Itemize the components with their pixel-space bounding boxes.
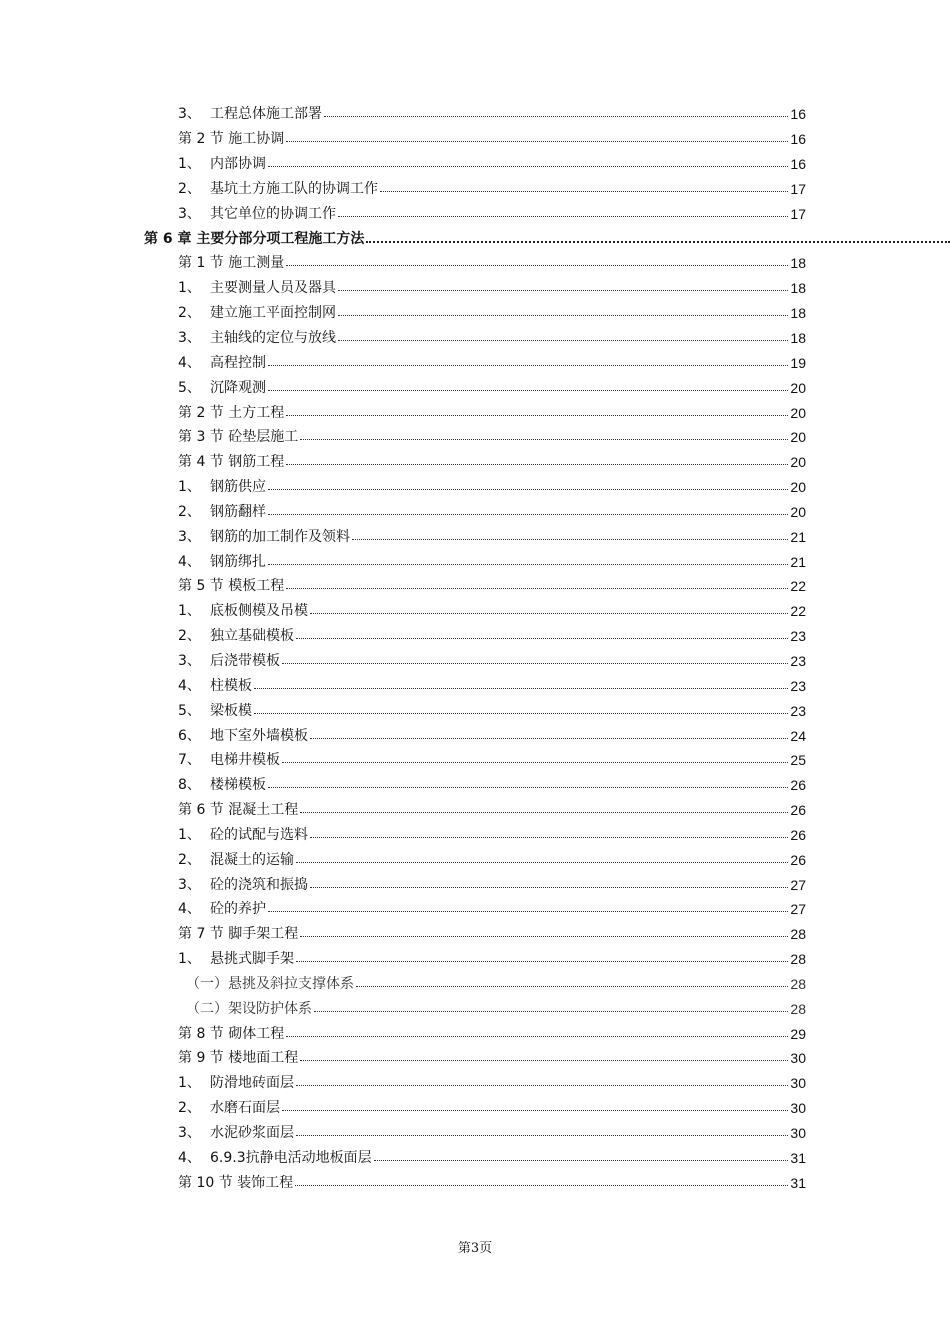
- toc-entry[interactable]: [0, 425, 806, 450]
- toc-entry-marker: 4、: [178, 1149, 201, 1166]
- toc-entry-label: [178, 132, 286, 146]
- toc-entry-marker: 2、: [178, 305, 201, 322]
- toc-page-number: 18: [790, 330, 806, 347]
- toc-entry-marker: 5、: [178, 379, 201, 396]
- toc-page-number: 17: [790, 180, 806, 197]
- toc-page-number: 26: [790, 851, 806, 868]
- toc-entry[interactable]: [0, 798, 806, 823]
- toc-dot-leader: [254, 688, 788, 689]
- toc-entry-marker: 4、: [178, 677, 201, 694]
- toc-entry[interactable]: [0, 400, 806, 425]
- toc-dot-leader: [268, 166, 788, 167]
- toc-page-number: 18: [790, 280, 806, 297]
- toc-entry-title: 第 6 节 混凝土工程: [178, 802, 299, 819]
- toc-entry-label: [178, 1027, 286, 1041]
- toc-dot-leader: [338, 315, 788, 316]
- toc-entry-title: （二）架设防护体系: [186, 1000, 312, 1017]
- toc-entry[interactable]: [0, 847, 806, 872]
- toc-dot-leader: [296, 1085, 788, 1086]
- toc-entry-title: 独立基础模板: [210, 628, 294, 645]
- toc-entry-title: 后浇带模板: [210, 652, 280, 669]
- toc-entry[interactable]: [0, 276, 806, 301]
- toc-entry-title: 第 7 节 脚手架工程: [178, 926, 299, 943]
- toc-dot-leader: [268, 514, 788, 515]
- toc-entry-label: [178, 629, 296, 643]
- toc-entry-title: 工程总体施工部署: [210, 106, 322, 123]
- toc-entry-marker: 3、: [178, 330, 201, 347]
- toc-page-number: 27: [790, 901, 806, 918]
- toc-entry[interactable]: [0, 500, 806, 525]
- toc-entry[interactable]: [0, 897, 806, 922]
- toc-entry-label: [178, 455, 286, 469]
- toc-dot-leader: [268, 365, 788, 366]
- toc-dot-leader: [282, 762, 788, 763]
- toc-entry[interactable]: [0, 723, 806, 748]
- toc-entry-title: 第 9 节 楼地面工程: [178, 1050, 299, 1067]
- toc-entry-title: 6.9.3抗静电活动地板面层: [210, 1149, 372, 1166]
- toc-page-number: 28: [790, 1000, 806, 1017]
- toc-page-number: 19: [790, 354, 806, 371]
- toc-page-number: 18: [790, 305, 806, 322]
- toc-entry-marker: 6、: [178, 727, 201, 744]
- toc-entry[interactable]: [0, 947, 806, 972]
- toc-dot-leader: [338, 340, 788, 341]
- toc-dot-leader: [286, 415, 788, 416]
- toc-entry-title: 第 2 节 土方工程: [178, 404, 285, 421]
- toc-entry-label: [178, 604, 310, 618]
- toc-entry-label: [178, 530, 352, 544]
- toc-dot-leader: [324, 116, 788, 117]
- toc-page-number: 22: [790, 603, 806, 620]
- toc-page-number: 21: [790, 553, 806, 570]
- toc-entry[interactable]: [0, 1021, 806, 1046]
- toc-entry-marker: 4、: [178, 354, 201, 371]
- toc-entry-label: [178, 1151, 374, 1165]
- toc-page-number: 30: [790, 1075, 806, 1092]
- toc-entry[interactable]: [0, 599, 806, 624]
- toc-entry[interactable]: [0, 922, 806, 947]
- toc-entry-label: [178, 729, 310, 743]
- toc-entry-title: （一）悬挑及斜拉支撑体系: [186, 975, 354, 992]
- toc-entry-label: [186, 977, 356, 991]
- toc-page-number: 23: [790, 628, 806, 645]
- toc-entry[interactable]: [0, 624, 806, 649]
- toc-entry-marker: 1、: [178, 603, 201, 620]
- toc-dot-leader: [300, 936, 788, 937]
- toc-entry-marker: 7、: [178, 752, 201, 769]
- toc-entry[interactable]: [0, 201, 806, 226]
- toc-dot-leader: [314, 1011, 788, 1012]
- toc-entry-label: [178, 704, 254, 718]
- toc-page-number: 31: [790, 1149, 806, 1166]
- toc-page-number: 16: [790, 106, 806, 123]
- toc-entry-marker: 2、: [178, 628, 201, 645]
- toc-entry-label: [178, 1101, 282, 1115]
- toc-entry-title: 其它单位的协调工作: [210, 205, 336, 222]
- toc-entry-label: [178, 579, 286, 593]
- toc-entry-marker: 3、: [178, 876, 201, 893]
- toc-entry[interactable]: [0, 524, 806, 549]
- toc-page-number: 20: [790, 479, 806, 496]
- toc-entry-title: 第 8 节 砌体工程: [178, 1025, 285, 1042]
- toc-entry-title: 第 6 章 主要分部分项工程施工方法: [144, 230, 365, 247]
- toc-dot-leader: [338, 290, 788, 291]
- toc-dot-leader: [310, 738, 788, 739]
- toc-entry[interactable]: [0, 748, 806, 773]
- toc-dot-leader: [374, 1160, 789, 1161]
- toc-entry-title: 楼梯模板: [210, 777, 266, 794]
- toc-page-number: 20: [790, 503, 806, 520]
- toc-dot-leader: [300, 439, 788, 440]
- toc-entry-title: 主要测量人员及器具: [210, 280, 336, 297]
- toc-page-number: 30: [790, 1050, 806, 1067]
- toc-dot-leader: [286, 141, 788, 142]
- toc-entry-title: 钢筋供应: [210, 479, 266, 496]
- toc-entry-label: [178, 753, 282, 767]
- toc-entry-marker: 1、: [178, 826, 201, 843]
- toc-entry[interactable]: [0, 549, 806, 574]
- toc-entry[interactable]: [0, 301, 806, 326]
- toc-entry-title: 砼的浇筑和振捣: [210, 876, 308, 893]
- toc-entry-marker: 1、: [178, 479, 201, 496]
- toc-entry-label: [178, 1051, 300, 1065]
- toc-entry[interactable]: [0, 972, 806, 997]
- toc-entry-title: 基坑土方施工队的协调工作: [210, 180, 378, 197]
- toc-entry-title: 水泥砂浆面层: [210, 1125, 294, 1142]
- toc-entry[interactable]: [0, 251, 806, 276]
- toc-dot-leader: [286, 588, 788, 589]
- toc-entry-label: [178, 480, 268, 494]
- toc-entry-label: [178, 902, 268, 916]
- toc-dot-leader: [254, 713, 788, 714]
- toc-entry-label: [178, 430, 300, 444]
- toc-entry-label: [178, 1076, 296, 1090]
- toc-entry-marker: 2、: [178, 1100, 201, 1117]
- toc-entry-label: [178, 505, 268, 519]
- toc-dot-leader: [356, 986, 788, 987]
- toc-entry-label: [178, 256, 286, 270]
- toc-entry[interactable]: [0, 326, 806, 351]
- toc-dot-leader: [286, 1036, 788, 1037]
- toc-entry[interactable]: [0, 450, 806, 475]
- toc-entry-label: [178, 952, 296, 966]
- toc-entry-label: [178, 878, 310, 892]
- toc-page-number: 24: [790, 727, 806, 744]
- toc-page-number: 20: [790, 429, 806, 446]
- toc-entry-title: 底板侧模及吊模: [210, 603, 308, 620]
- toc-page-number: 28: [790, 951, 806, 968]
- toc-entry-label: [178, 207, 338, 221]
- toc-dot-leader: [310, 887, 788, 888]
- toc-dot-leader: [352, 539, 788, 540]
- toc-page-number: 30: [790, 1100, 806, 1117]
- toc-page-number: 28: [790, 926, 806, 943]
- toc-page-number: 18: [790, 255, 806, 272]
- toc-dot-leader: [295, 1185, 788, 1186]
- toc-entry-label: [178, 679, 254, 693]
- toc-entry-marker: 1、: [178, 280, 201, 297]
- toc-entry[interactable]: [0, 1121, 806, 1146]
- toc-entry-label: [178, 306, 338, 320]
- toc-entry[interactable]: [0, 177, 806, 202]
- toc-entry-title: 第 4 节 钢筋工程: [178, 454, 285, 471]
- toc-entry-marker: 3、: [178, 106, 201, 123]
- toc-page-number: 25: [790, 752, 806, 769]
- toc-dot-leader: [296, 862, 788, 863]
- toc-entry-title: 悬挑式脚手架: [210, 951, 294, 968]
- toc-page-number: 23: [790, 702, 806, 719]
- toc-entry-title: 电梯井模板: [210, 752, 280, 769]
- toc-entry-title: 建立施工平面控制网: [210, 305, 336, 322]
- toc-entry-label: [178, 778, 268, 792]
- toc-entry-label: [178, 853, 296, 867]
- toc-entry-label: [178, 1126, 296, 1140]
- toc-dot-leader: [300, 1060, 788, 1061]
- toc-entry-title: 地下室外墙模板: [210, 727, 308, 744]
- toc-entry-marker: 1、: [178, 951, 201, 968]
- toc-entry-marker: 2、: [178, 180, 201, 197]
- toc-entry-title: 水磨石面层: [210, 1100, 280, 1117]
- toc-page-number: 26: [790, 826, 806, 843]
- toc-entry[interactable]: [0, 475, 806, 500]
- toc-page-number: 27: [790, 876, 806, 893]
- toc-entry-title: 高程控制: [210, 354, 266, 371]
- toc-entry[interactable]: [0, 1071, 806, 1096]
- toc-entry-marker: 1、: [178, 1075, 201, 1092]
- toc-dot-leader: [310, 613, 788, 614]
- toc-entry-label: [178, 281, 338, 295]
- toc-dot-leader: [300, 812, 788, 813]
- toc-entry[interactable]: [0, 226, 950, 251]
- toc-entry[interactable]: [0, 375, 806, 400]
- toc-entry-title: 砼的试配与选料: [210, 826, 308, 843]
- toc-entry-label: [178, 803, 300, 817]
- toc-page-number: 23: [790, 652, 806, 669]
- toc-entry-label: [178, 157, 268, 171]
- toc-entry[interactable]: [0, 649, 806, 674]
- toc-entry-title: 沉降观测: [210, 379, 266, 396]
- toc-dot-leader: [268, 489, 788, 490]
- toc-page-number: 26: [790, 802, 806, 819]
- toc-entry[interactable]: [0, 350, 806, 375]
- toc-dot-leader: [296, 961, 788, 962]
- toc-entry-marker: 2、: [178, 503, 201, 520]
- toc-dot-leader: [366, 241, 950, 243]
- toc-entry-title: 第 3 节 砼垫层施工: [178, 429, 299, 446]
- toc-page-number: 30: [790, 1125, 806, 1142]
- toc-dot-leader: [282, 663, 788, 664]
- toc-dot-leader: [268, 390, 788, 391]
- toc-entry-label: [178, 331, 338, 345]
- toc-entry-label: [178, 1176, 295, 1190]
- toc-entry-title: 第 1 节 施工测量: [178, 255, 285, 272]
- toc-dot-leader: [296, 1135, 788, 1136]
- toc-entry-marker: 5、: [178, 702, 201, 719]
- toc-entry-title: 钢筋翻样: [210, 503, 266, 520]
- toc-entry[interactable]: [0, 1096, 806, 1121]
- toc-dot-leader: [282, 1110, 788, 1111]
- toc-entry-label: [178, 182, 380, 196]
- toc-entry[interactable]: [0, 127, 806, 152]
- toc-entry-title: 防滑地砖面层: [210, 1075, 294, 1092]
- page-footer: [0, 1237, 950, 1256]
- toc-entry-title: 第 2 节 施工协调: [178, 131, 285, 148]
- toc-dot-leader: [380, 191, 788, 192]
- toc-entry[interactable]: [0, 152, 806, 177]
- toc-entry-title: 第 5 节 模板工程: [178, 578, 285, 595]
- toc-entry-label: [178, 828, 310, 842]
- toc-dot-leader: [286, 265, 788, 266]
- toc-entry-title: 混凝土的运输: [210, 851, 294, 868]
- toc-entry[interactable]: [0, 773, 806, 798]
- toc-entry-title: 钢筋的加工制作及领料: [210, 528, 350, 545]
- toc-page-number: 20: [790, 404, 806, 421]
- toc-entry-marker: 3、: [178, 205, 201, 222]
- toc-dot-leader: [338, 216, 788, 217]
- toc-entry-label: [144, 232, 366, 246]
- toc-entry[interactable]: [0, 102, 806, 127]
- toc-entry-title: 内部协调: [210, 156, 266, 173]
- toc-page-number: 31: [790, 1174, 806, 1191]
- toc-page-number: 28: [790, 975, 806, 992]
- toc-dot-leader: [296, 638, 788, 639]
- toc-entry-marker: 4、: [178, 901, 201, 918]
- toc-entry-marker: 3、: [178, 652, 201, 669]
- toc-entry-title: 钢筋绑扎: [210, 553, 266, 570]
- toc-entry-marker: 8、: [178, 777, 201, 794]
- toc-page-number: 20: [790, 454, 806, 471]
- toc-dot-leader: [268, 787, 788, 788]
- toc-entry-label: [178, 107, 324, 121]
- toc-entry[interactable]: [0, 1170, 806, 1195]
- toc-page-number: 23: [790, 677, 806, 694]
- toc-page-number: 26: [790, 777, 806, 794]
- toc-entry[interactable]: [0, 1046, 806, 1071]
- toc-entry[interactable]: [0, 574, 806, 599]
- toc-entry-marker: 4、: [178, 553, 201, 570]
- toc-page-number: 20: [790, 379, 806, 396]
- toc-entry[interactable]: [0, 822, 806, 847]
- toc-entry-title: 砼的养护: [210, 901, 266, 918]
- toc-page-number: 16: [790, 156, 806, 173]
- toc-entry-title: 主轴线的定位与放线: [210, 330, 336, 347]
- toc-dot-leader: [268, 564, 788, 565]
- page-number: 第3页: [457, 1241, 493, 1256]
- toc-entry-label: [178, 654, 282, 668]
- toc-entry-label: [178, 381, 268, 395]
- toc-entry-title: 第 10 节 装饰工程: [178, 1174, 294, 1191]
- toc-dot-leader: [286, 464, 788, 465]
- toc-entry-label: [178, 356, 268, 370]
- toc-entry-marker: 3、: [178, 528, 201, 545]
- toc-entry[interactable]: [0, 996, 806, 1021]
- toc-dot-leader: [310, 837, 788, 838]
- toc-entry-marker: 3、: [178, 1125, 201, 1142]
- toc-page-number: 21: [790, 528, 806, 545]
- toc-entry-title: 柱模板: [210, 677, 252, 694]
- toc-entry-marker: 1、: [178, 156, 201, 173]
- toc-entry-marker: 2、: [178, 851, 201, 868]
- toc-dot-leader: [268, 911, 788, 912]
- toc-entry[interactable]: [0, 698, 806, 723]
- toc-entry[interactable]: [0, 673, 806, 698]
- toc-entry-label: [178, 406, 286, 420]
- toc-entry-title: 梁板模: [210, 702, 252, 719]
- toc-entry-label: [186, 1002, 314, 1016]
- toc-entry-label: [178, 555, 268, 569]
- toc-page-number: 29: [790, 1025, 806, 1042]
- toc-page-number: 17: [790, 205, 806, 222]
- toc-entry-label: [178, 927, 300, 941]
- table-of-contents: [0, 102, 950, 1195]
- toc-entry[interactable]: [0, 1145, 806, 1170]
- toc-entry[interactable]: [0, 872, 806, 897]
- toc-page-number: 16: [790, 131, 806, 148]
- toc-page-number: 22: [790, 578, 806, 595]
